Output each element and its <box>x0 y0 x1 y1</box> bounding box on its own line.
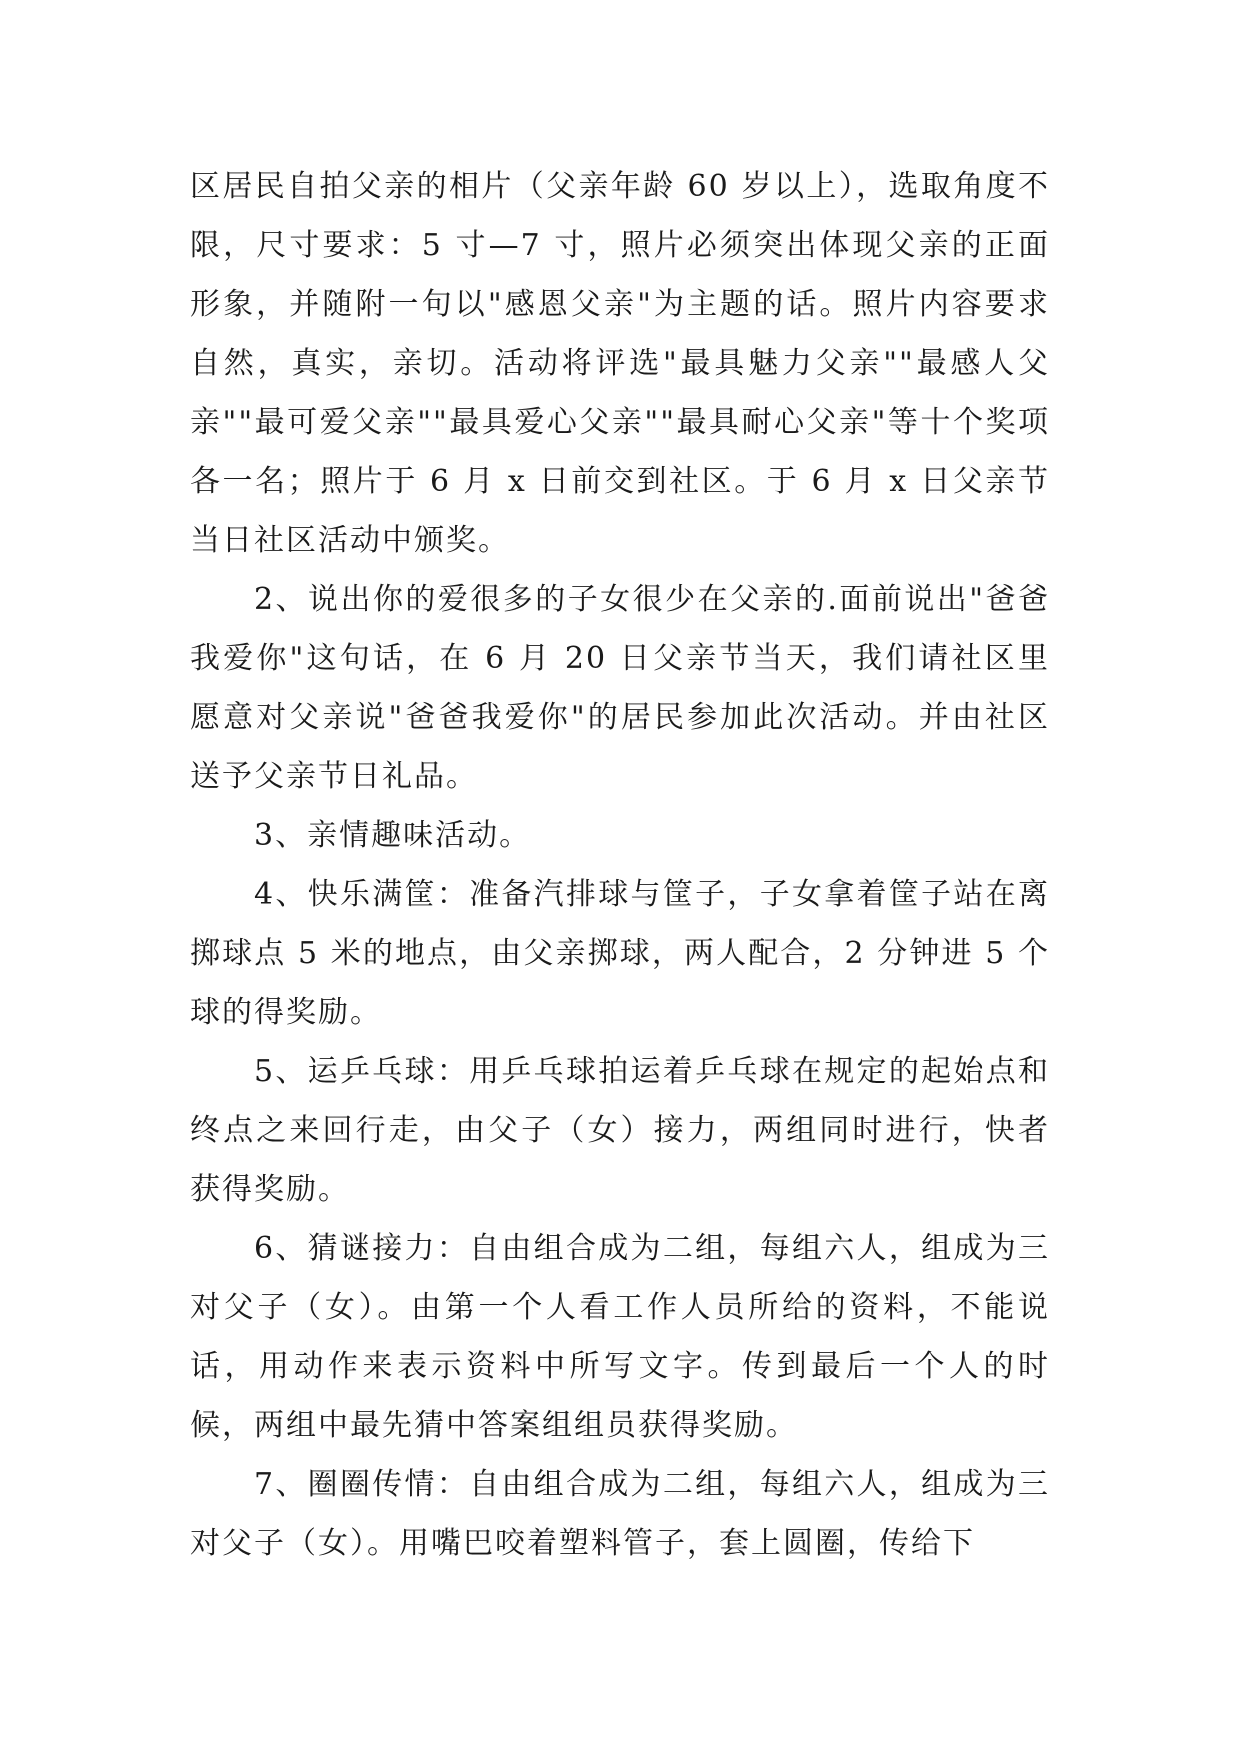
document-body <box>190 157 1050 1573</box>
paragraph-item-4: 4、快乐满筐：准备汽排球与筐子，子女拿着筐子站在离掷球点 5 米的地点，由父亲掷球，两人配合，2 分钟进 5 个球的得奖励。 <box>190 877 1050 1030</box>
paragraph-item-2: 2、说出你的爱很多的子女很少在父亲的.面前说出"爸爸我爱你"这句话，在 6 月 20 日父亲节当天，我们请社区里愿意对父亲说"爸爸我爱你"的居民参加此次活动。并由社区送予父亲节日礼品。 <box>190 582 1050 794</box>
paragraph-continued: 区居民自拍父亲的相片（父亲年龄 60 岁以上），选取角度不限，尺寸要求：5 寸—7 寸，照片必须突出体现父亲的正面形象，并随附一句以"感恩父亲"为主题的话。照片内容要求自然，真实，亲切。活动将评选"最具魅力父亲""最感人父亲""最可爱父亲""最具爱心父亲""最具耐心父亲"等十个奖项各一名；照片于 6 月 x 日前交到社区。于 6 月 x 日父亲节当日社区活动中颁奖。 <box>190 169 1050 558</box>
paragraph-item-5: 5、运乒乓球：用乒乓球拍运着乒乓球在规定的起始点和终点之来回行走，由父子（女）接力，两组同时进行，快者获得奖励。 <box>190 1054 1050 1207</box>
paragraph-item-6: 6、猜谜接力：自由组合成为二组，每组六人，组成为三对父子（女）。由第一个人看工作人员所给的资料，不能说话，用动作来表示资料中所写文字。传到最后一个人的时候，两组中最先猜中答案组组员获得奖励。 <box>190 1231 1050 1443</box>
paragraph-item-7: 7、圈圈传情：自由组合成为二组，每组六人，组成为三对父子（女）。用嘴巴咬着塑料管子，套上圆圈，传给下 <box>190 1467 1050 1561</box>
paragraph-item-3: 3、亲情趣味活动。 <box>254 818 532 853</box>
